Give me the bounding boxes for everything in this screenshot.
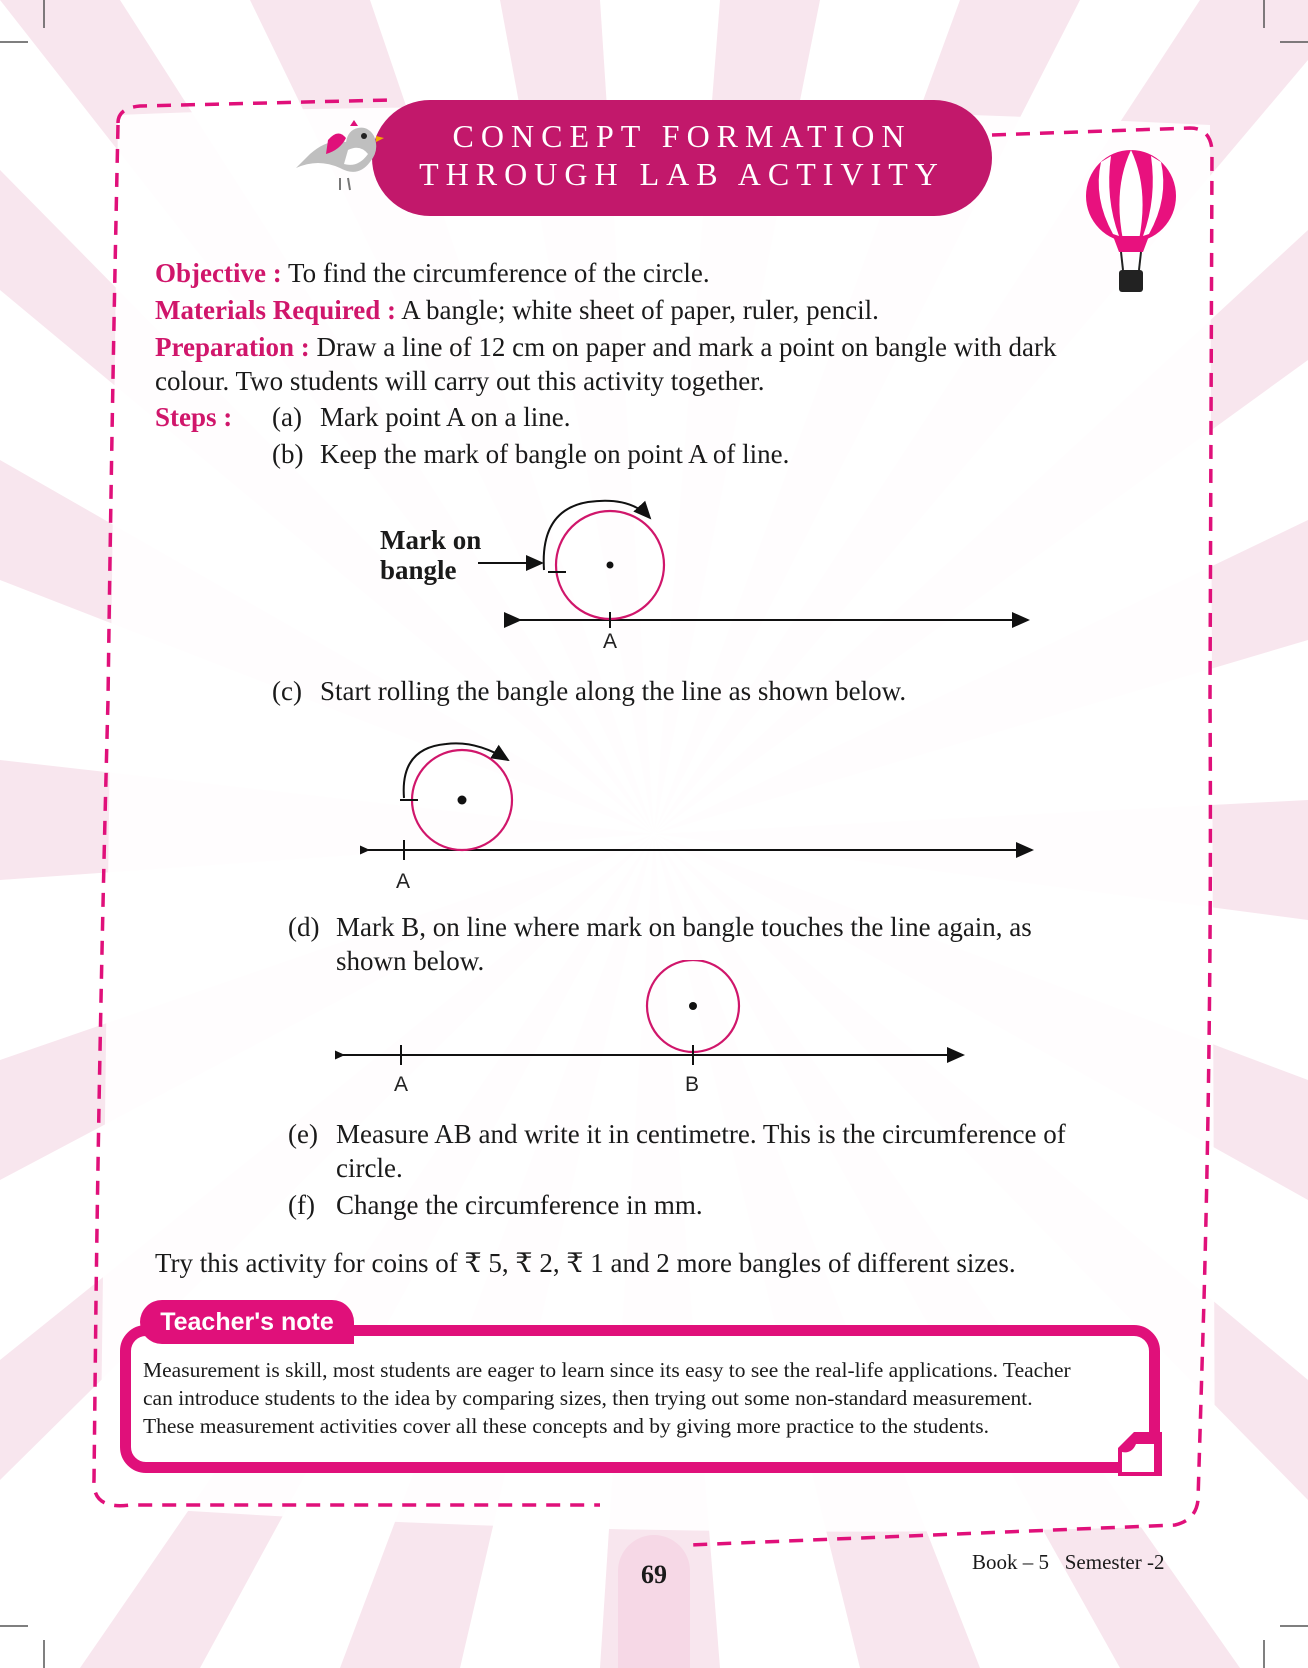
fig3-point-a: A bbox=[394, 1073, 409, 1096]
materials-label: Materials Required : bbox=[155, 295, 396, 325]
bangle-center-3 bbox=[689, 1002, 697, 1010]
step-d-text-1: Mark B, on line where mark on bangle touches the line again, as bbox=[336, 912, 1032, 942]
step-a-text: Mark point A on a line. bbox=[320, 402, 571, 432]
teacher-note-line-2: can introduce students to the idea by comparing sizes, then trying out some non-standard measurement. bbox=[143, 1386, 1033, 1410]
preparation-text-2: colour. Two students will carry out this activity together. bbox=[155, 366, 765, 396]
materials-text: A bangle; white sheet of paper, ruler, pencil. bbox=[401, 295, 879, 325]
teacher-note-title: Teacher's note bbox=[140, 1300, 354, 1344]
objective-text: To find the circumference of the circle. bbox=[287, 258, 710, 288]
bird-icon bbox=[288, 120, 398, 202]
teacher-note-line-3: These measurement activities cover all these concepts and by giving more practice to the students. bbox=[143, 1414, 989, 1438]
title-line-2: THROUGH LAB ACTIVITY bbox=[419, 156, 945, 192]
preparation-text-1: Draw a line of 12 cm on paper and mark a point on bangle with dark bbox=[316, 332, 1057, 362]
materials-line bbox=[155, 293, 879, 327]
hot-air-balloon-icon bbox=[1083, 148, 1179, 296]
preparation-line bbox=[155, 330, 1195, 364]
step-f-text: Change the circumference in mm. bbox=[336, 1190, 703, 1220]
page-curl-icon bbox=[1118, 1432, 1162, 1476]
objective-label: Objective : bbox=[155, 258, 282, 288]
step-f-letter: (f) bbox=[288, 1190, 315, 1220]
step-d-letter: (d) bbox=[288, 912, 320, 942]
figure-bangle-end bbox=[335, 960, 975, 1070]
fig3-point-b: B bbox=[685, 1073, 700, 1096]
preparation-label: Preparation : bbox=[155, 332, 310, 362]
step-e-letter: (e) bbox=[288, 1119, 318, 1149]
try-activity-text: Try this activity for coins of ₹ 5, ₹ 2, ₹ 1 and 2 more bangles of different sizes. bbox=[155, 1248, 1016, 1278]
page-number: 69 bbox=[641, 1560, 667, 1589]
book-info: Book – 5 Semester -2 bbox=[972, 1550, 1165, 1574]
page-number-tab bbox=[618, 1535, 690, 1668]
teacher-note-line-1: Measurement is skill, most students are eager to learn since its easy to see the real-life applications. Teacher bbox=[143, 1358, 1071, 1382]
step-b-text: Keep the mark of bangle on point A of line. bbox=[320, 439, 790, 469]
mark-on-label: Mark on bbox=[380, 525, 482, 555]
step-e-text-1: Measure AB and write it in centimetre. This is the circumference of bbox=[336, 1119, 1066, 1149]
bangle-center-1 bbox=[607, 562, 614, 569]
bangle-center-2 bbox=[458, 796, 467, 805]
rotation-arrow-2 bbox=[404, 743, 508, 798]
fig2-point-a: A bbox=[396, 870, 411, 893]
step-c-text: Start rolling the bangle along the line as shown below. bbox=[320, 676, 907, 706]
step-e-text-2: circle. bbox=[336, 1153, 403, 1183]
teacher-note-text bbox=[143, 1356, 1143, 1440]
step-d-text-2: shown below. bbox=[336, 946, 485, 976]
figure-bangle-rolling bbox=[360, 730, 1040, 870]
objective-line bbox=[155, 256, 710, 290]
bangle-label: bangle bbox=[380, 555, 457, 585]
step-b-letter: (b) bbox=[272, 439, 304, 469]
rotation-arrow-1 bbox=[544, 501, 650, 570]
fig1-point-a: A bbox=[603, 630, 618, 653]
title-line-1: CONCEPT FORMATION bbox=[452, 118, 912, 154]
figure-bangle-start bbox=[470, 490, 1040, 630]
step-a-letter: (a) bbox=[272, 402, 302, 432]
steps-label: Steps : bbox=[155, 402, 233, 432]
step-c-letter: (c) bbox=[272, 676, 302, 706]
